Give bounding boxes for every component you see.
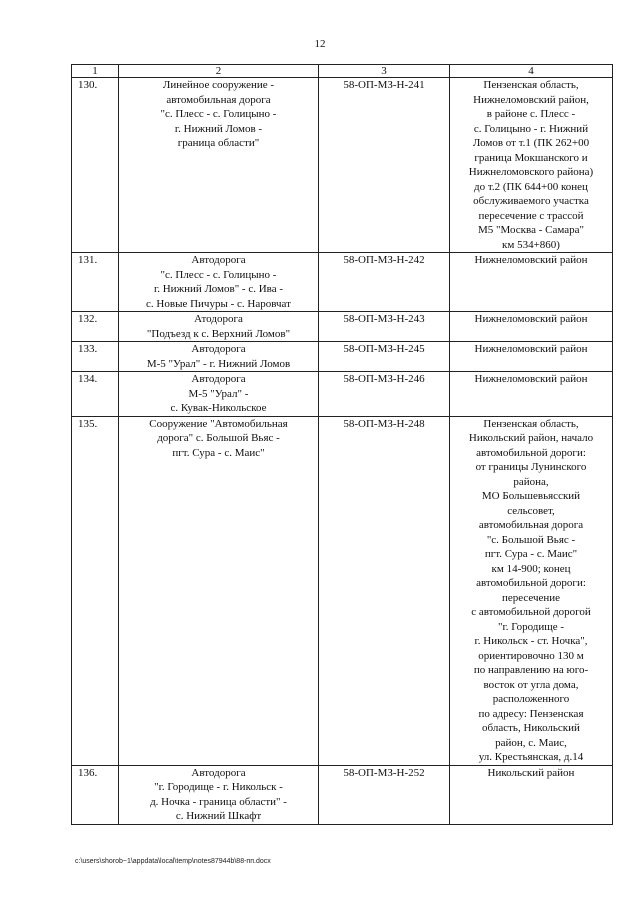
table-row [72,765,613,824]
location-line: обслуживаемого участка [473,195,589,207]
road-name-line: Сооружение "Автомобильная [149,417,288,430]
row-number: 133. [72,342,119,372]
road-code-cell: 58-ОП-МЗ-Н-245 [319,342,450,372]
road-name-line: Автодорога [191,254,246,266]
location-line: пересечение с трассой [478,209,584,222]
location-line: восток от угла дома, [483,678,579,691]
road-name-cell [119,372,319,417]
road-name-line: граница области" [177,137,260,149]
table-row [72,342,613,372]
road-name-line: с. Нижний Шкафт [175,810,262,822]
location-line: пгт. Сура - с. Маис" [484,548,578,560]
road-name-line: "с. Плесс - с. Голицыно - [160,268,277,281]
road-name-line: пгт. Сура - с. Маис" [172,446,265,459]
location-line: от границы Лунинского [475,461,587,473]
location-line: по адресу: Пензенская [478,707,584,720]
location-line: М5 "Москва - Самара" [478,224,584,236]
footer-file-path: c:\users\shorob~1\appdata\local\temp\notes87944b\88-пп.docx [75,858,271,865]
location-line: км 534+860) [502,238,560,251]
location-line: "г. Городище - [497,620,565,633]
location-line: ориентировочно 130 м [478,649,584,662]
location-line: граница Мокшанского и [474,151,588,164]
road-name-cell [119,416,319,765]
location-line: МО Большевьясский [481,490,581,502]
road-name-line: д. Ночка - граница области" - [150,795,287,808]
location-line: ул. Крестьянская, д.14 [478,751,584,763]
row-number: 134. [72,372,119,417]
location-line: Пензенская область, [483,417,579,430]
road-name-line: Автодорога [191,343,246,355]
location-cell [450,312,613,342]
road-code-cell: 58-ОП-МЗ-Н-252 [319,765,450,824]
road-name-line: "с. Плесс - с. Голицыно - [160,108,277,120]
location-line: автомобильной дороги: [476,446,586,459]
road-name-line: автомобильная дорога [166,93,271,106]
location-cell [450,78,613,253]
location-line: Никольский район [487,766,575,779]
location-cell [450,765,613,824]
location-line: до т.2 (ПК 644+00 конец [474,180,588,193]
road-name-line: Атодорога [194,313,243,325]
location-line: "с. Большой Вьяс - [486,533,576,546]
road-code-cell: 58-ОП-МЗ-Н-248 [319,416,450,765]
location-line: Ломов от т.1 (ПК 262+00 [472,137,590,149]
table-row [72,78,613,253]
table-header-row [72,65,613,78]
road-name-line: Линейное сооружение - [162,79,275,91]
road-code-cell: 58-ОП-МЗ-Н-246 [319,372,450,417]
road-name-cell [119,253,319,312]
location-line: г. Никольск - ст. Ночка", [474,635,588,647]
road-name-line: с. Новые Пичуры - с. Наровчат [146,297,291,310]
location-line: км 14-900; конец [491,562,571,575]
road-name-line: г. Нижний Ломов" - с. Ива - [153,283,284,295]
location-line: расположенного [492,693,570,705]
location-line: в районе с. Плесс - [486,108,576,120]
row-number: 131. [72,253,119,312]
location-line: с. Голицыно - г. Нижний [473,122,589,135]
location-line: Нижнеломовский район, [473,93,589,106]
road-name-line: г. Нижний Ломов - [174,122,263,135]
location-line: район, с. Маис, [495,736,567,749]
roads-table [71,64,613,825]
location-line: пересечение [501,591,561,604]
location-cell [450,253,613,312]
column-header: 2 [119,65,319,78]
column-header: 3 [319,65,450,78]
road-code-cell: 58-ОП-МЗ-Н-242 [319,253,450,312]
location-line: Пензенская область, [483,79,579,91]
location-line: Нижнеломовский район [474,373,588,385]
road-code-cell: 58-ОП-МЗ-Н-241 [319,78,450,253]
road-name-line: Автодорога [191,766,246,779]
road-name-cell [119,765,319,824]
location-cell [450,372,613,417]
location-line: Нижнеломовский район [474,313,588,325]
table-row [72,253,613,312]
road-name-line: "Подъезд к с. Верхний Ломов" [146,327,291,340]
location-line: автомобильная дорога [478,519,584,531]
location-line: Нижнеломовский район [474,343,588,355]
road-name-line: дорога" с. Большой Вьяс - [157,432,280,444]
row-number: 136. [72,765,119,824]
row-number: 132. [72,312,119,342]
row-number: 130. [72,78,119,253]
table-row [72,312,613,342]
location-line: по направлению на юго- [473,664,589,676]
location-line: района, [513,475,549,488]
column-header: 4 [450,65,613,78]
road-name-line: М-5 "Урал" - [188,387,249,400]
location-line: Никольский район, начало [468,432,594,444]
table-row [72,372,613,417]
road-name-line: "г. Городище - г. Никольск - [154,781,283,793]
road-name-line: с. Кувак-Никольское [170,402,267,414]
road-code-cell: 58-ОП-МЗ-Н-243 [319,312,450,342]
road-name-line: М-5 "Урал" - г. Нижний Ломов [146,357,291,370]
road-name-line: Автодорога [191,373,246,385]
table-row [72,416,613,765]
location-line: Нижнеломовского района) [468,166,594,178]
location-line: сельсовет, [507,504,555,517]
location-cell [450,416,613,765]
location-line: автомобильной дороги: [476,577,586,589]
location-cell [450,342,613,372]
location-line: Нижнеломовский район [474,254,588,266]
page-number: 12 [314,38,326,50]
location-line: с автомобильной дорогой [471,606,591,618]
column-header: 1 [72,65,119,78]
row-number: 135. [72,416,119,765]
road-name-cell [119,312,319,342]
location-line: область, Никольский [482,722,580,734]
road-name-cell [119,78,319,253]
road-name-cell [119,342,319,372]
